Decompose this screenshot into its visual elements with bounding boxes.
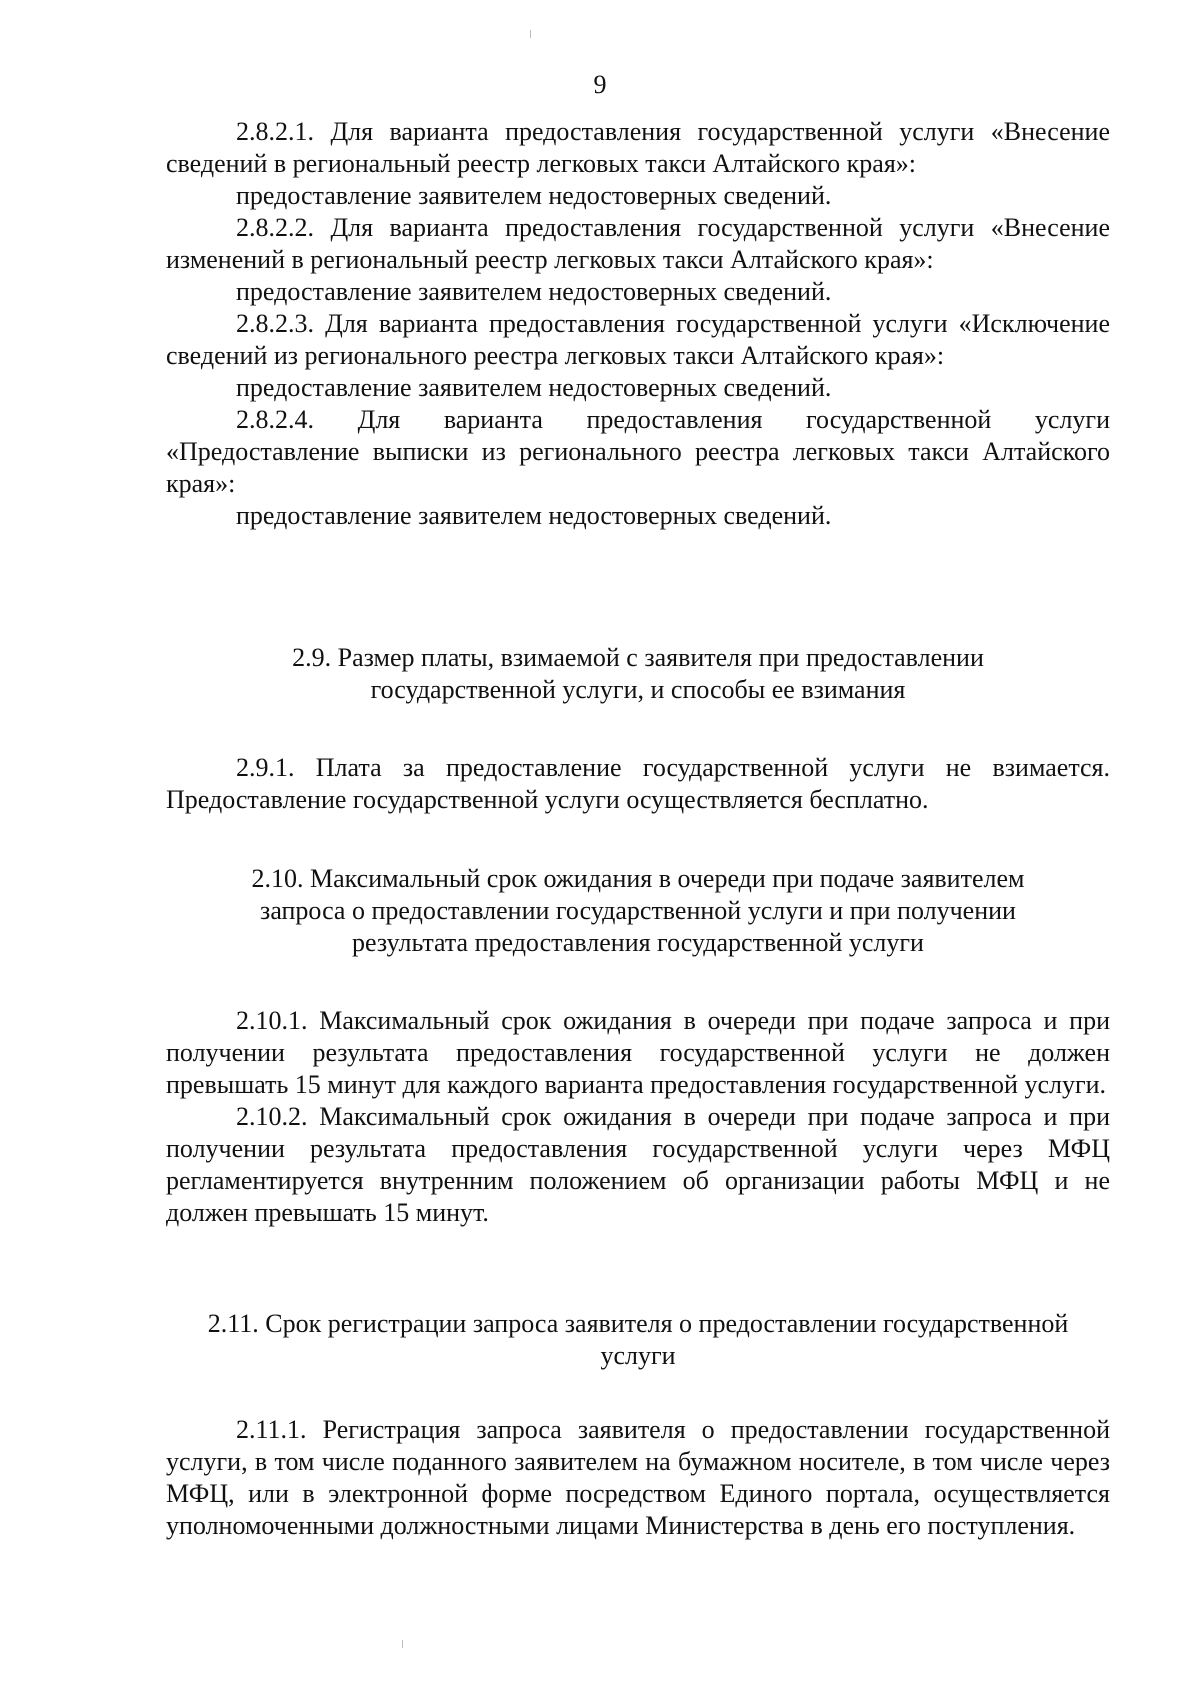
- heading-2-11-line-2: услуги: [600, 1341, 676, 1370]
- scan-mark: [402, 1640, 403, 1648]
- paragraph-2-10-2: 2.10.2. Максимальный срок ожидания в очереди при подаче запроса и при получении результата предоставления государственной услуги через МФЦ регламентируется внутренним положением об организации работы МФЦ и не должен превышать 15 минут.: [166, 1102, 1110, 1227]
- heading-2-10-line-2: запроса о предоставлении государственной услуги и при получении: [260, 896, 1016, 925]
- section-2-10-body: [166, 1005, 1110, 1229]
- paragraph-2-8-2-4-intro: 2.8.2.4. Для варианта предоставления государственной услуги «Предоставление выписки из регионального реестра легковых такси Алтайского края»:: [166, 405, 1110, 498]
- section-2-9-heading: [166, 642, 1110, 706]
- section-2-10-heading: [166, 863, 1110, 959]
- page-number: 9: [593, 70, 607, 99]
- section-2-9-body: [166, 752, 1110, 816]
- heading-2-10-line-3: результата предоставления государственной услуги: [352, 928, 924, 957]
- heading-2-9-line-1: 2.9. Размер платы, взимаемой с заявителя при предоставлении: [292, 643, 984, 672]
- paragraph-2-8-2-2-item: предоставление заявителем недостоверных сведений.: [236, 277, 832, 306]
- paragraph-2-8-2-4-item: предоставление заявителем недостоверных сведений.: [236, 501, 832, 530]
- paragraph-2-8-2-1-intro: 2.8.2.1. Для варианта предоставления государственной услуги «Внесение сведений в региональный реестр легковых такси Алтайского края»:: [166, 117, 1110, 178]
- heading-2-9-line-2: государственной услуги, и способы ее взимания: [370, 675, 906, 704]
- section-2-11-heading: [166, 1308, 1110, 1372]
- paragraph-2-8-2-1-item: предоставление заявителем недостоверных сведений.: [236, 181, 832, 210]
- section-2-8-2: [166, 116, 1110, 532]
- paragraph-2-8-2-3-item: предоставление заявителем недостоверных сведений.: [236, 373, 832, 402]
- paragraph-2-9-1: 2.9.1. Плата за предоставление государственной услуги не взимается. Предоставление государственной услуги осуществляется бесплатно.: [166, 753, 1110, 814]
- heading-2-11-line-1: 2.11. Срок регистрации запроса заявителя о предоставлении государственной: [207, 1309, 1069, 1338]
- paragraph-2-11-1: 2.11.1. Регистрация запроса заявителя о предоставлении государственной услуги, в том числе поданного заявителем на бумажном носителе, в том числе через МФЦ, или в электронной форме посредством Единого портала, осуществляется уполномоченными должностными лицами Министерства в день его поступления.: [166, 1415, 1110, 1540]
- heading-2-10-line-1: 2.10. Максимальный срок ожидания в очереди при подаче заявителем: [251, 864, 1025, 893]
- section-2-11-body: [166, 1414, 1110, 1542]
- scan-mark: [530, 30, 531, 38]
- paragraph-2-10-1: 2.10.1. Максимальный срок ожидания в очереди при подаче запроса и при получении результата предоставления государственной услуги не должен превышать 15 минут для каждого варианта предоставления государственной услуги.: [166, 1006, 1110, 1099]
- paragraph-2-8-2-2-intro: 2.8.2.2. Для варианта предоставления государственной услуги «Внесение изменений в региональный реестр легковых такси Алтайского края»:: [166, 213, 1110, 274]
- paragraph-2-8-2-3-intro: 2.8.2.3. Для варианта предоставления государственной услуги «Исключение сведений из регионального реестра легковых такси Алтайского края»:: [166, 309, 1110, 370]
